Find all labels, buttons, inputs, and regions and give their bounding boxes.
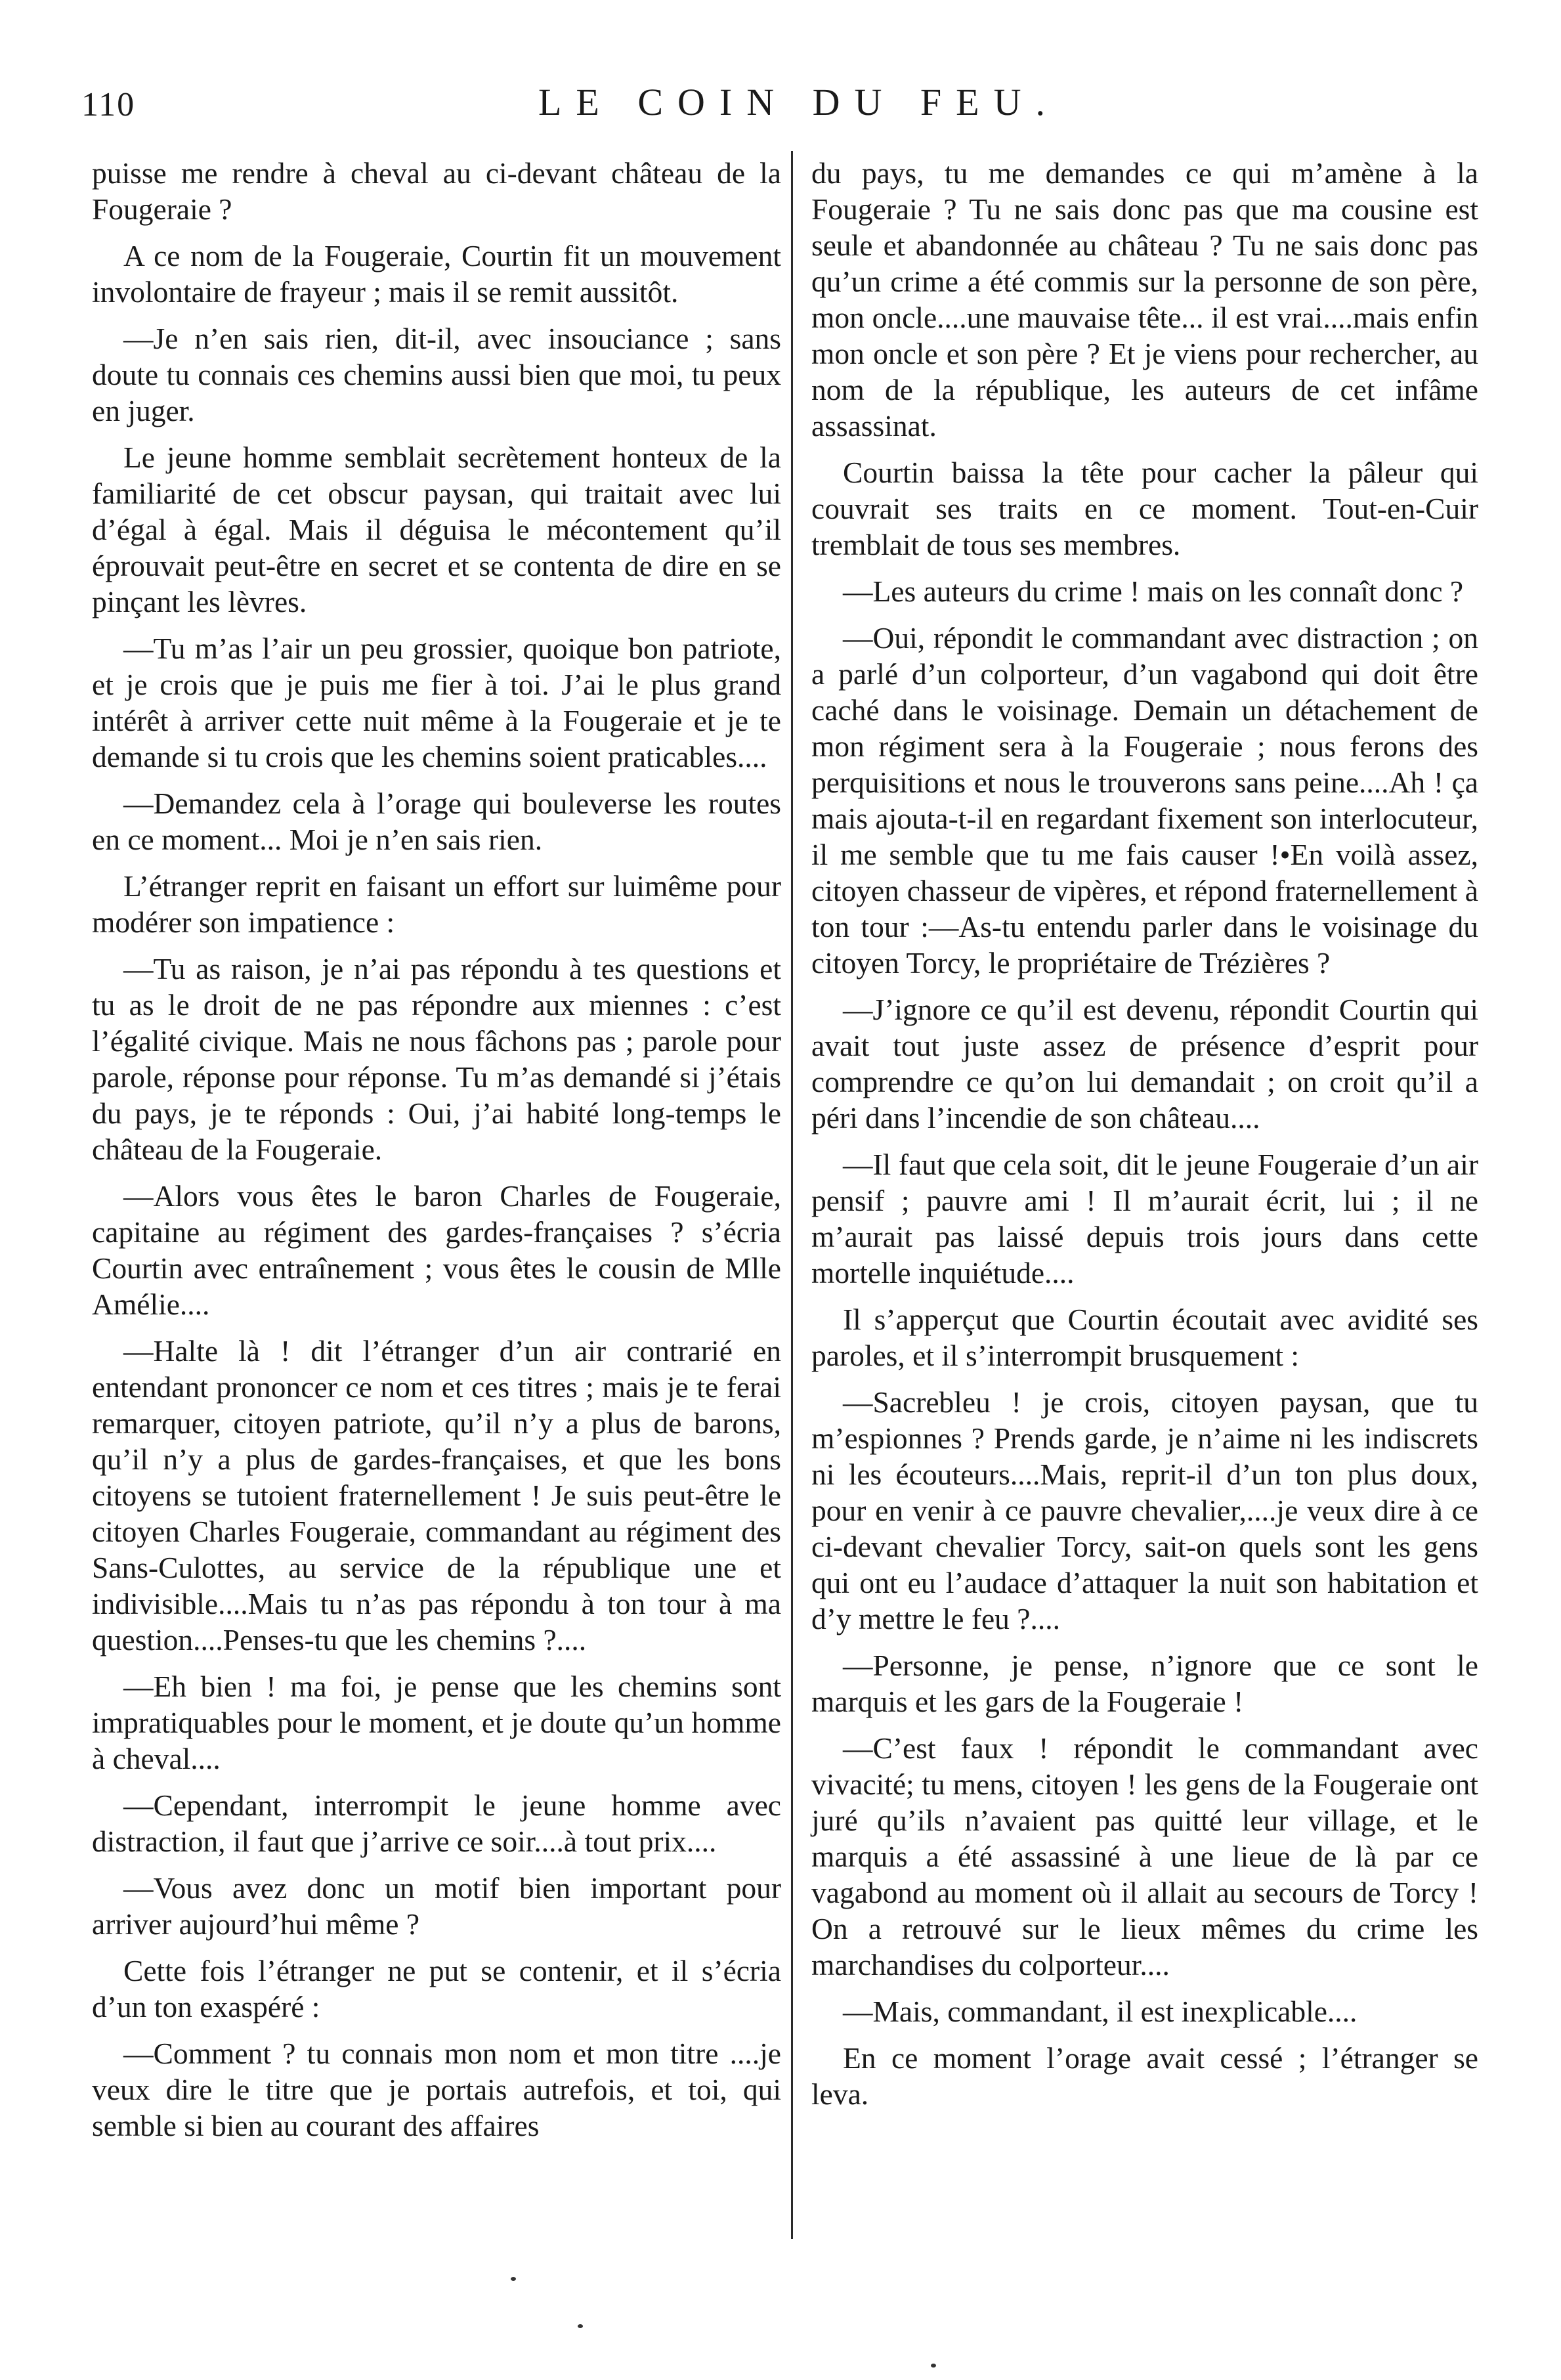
paragraph: —Halte là ! dit l’étranger d’un air contrarié en entendant prononcer ce nom et ces titres ; mais je te ferai remarquer, citoyen patriote, qu’il n’y a plus de barons, qu’il n’y a plus de gardes-françaises, et que les bons citoyens se tutoient fraternellement ! Je suis peut-être le citoyen Charles Fougeraie, commandant au régiment des Sans-Culottes, au service de la république une et indivisible....Mais tu n’as pas répondu à ton tour à ma question....Penses-tu que les chemins ?.... (92, 1334, 781, 1656)
paragraph: —Vous avez donc un motif bien important pour arriver aujourd’hui même ? (92, 1871, 781, 1941)
paragraph: —Sacrebleu ! je crois, citoyen paysan, que tu m’espionnes ? Prends garde, je n’aime ni les indiscrets ni les écouteurs....Mais, reprit-il d’un ton plus doux, pour en venir à ce pauvre chevalier,....je veux dire à ce ci-devant chevalier Torcy, sait-on quels sont les gens qui ont eu l’audace d’attaquer la nuit son habitation et d’y mettre le feu ?.... (811, 1385, 1478, 1635)
paragraph: —Oui, répondit le commandant avec distraction ; on a parlé d’un colporteur, d’un vagabond qui doit être caché dans le voisinage. Demain un détachement de mon régiment sera à la Fougeraie ; nous ferons des perquisitions et nous le trouverons sans peine....Ah ! ça mais ajouta-t-il en regardant fixement son interlocuteur, il me semble que tu me fais causer !•En voilà assez, citoyen chasseur de vipères, et répond fraternellement à ton tour :—As-tu entendu parler dans le voisinage du citoyen Torcy, le propriétaire de Trézières ? (811, 621, 1478, 980)
paragraph: —Tu m’as l’air un peu grossier, quoique bon patriote, et je crois que je puis me fier à toi. J’ai le plus grand intérêt à arriver cette nuit même à la Fougeraie et je te demande si tu crois que les chemins soient praticables.... (92, 632, 781, 773)
paragraph: Le jeune homme semblait secrètement honteux de la familiarité de cet obscur paysan, qui traitait avec lui d’égal à égal. Mais il déguisa le mécontement qu’il éprouvait peut-être en secret et se contenta de dire en se pinçant les lèvres. (92, 441, 781, 618)
right-column (811, 155, 1478, 2123)
ink-speck (578, 2324, 583, 2328)
ink-speck (511, 2277, 516, 2281)
paragraph: du pays, tu me demandes ce qui m’amène à la Fougeraie ? Tu ne sais donc pas que ma cousine est seule et abandonnée au château ? Tu ne sais donc pas qu’un crime a été commis sur la personne de son père, mon oncle....une mauvaise tête... il est vrai....mais enfin mon oncle et son père ? Et je viens pour rechercher, au nom de la république, les auteurs de cet infâme assassinat. (811, 156, 1478, 443)
paragraph: L’étranger reprit en faisant un effort sur luimême pour modérer son impatience : (92, 869, 781, 939)
paragraph: En ce moment l’orage avait cessé ; l’étranger se leva. (811, 2041, 1478, 2111)
column-divider (791, 151, 793, 2239)
paragraph: —Comment ? tu connais mon nom et mon titre ....je veux dire le titre que je portais autrefois, et toi, qui semble si bien au courant des affaires (92, 2037, 781, 2142)
paragraph: A ce nom de la Fougeraie, Courtin fit un mouvement involontaire de frayeur ; mais il se remit aussitôt. (92, 239, 781, 309)
paragraph: Cette fois l’étranger ne put se contenir, et il s’écria d’un ton exaspéré : (92, 1954, 781, 2023)
running-title: LE COIN DU FEU. (538, 81, 1059, 123)
paragraph: —Mais, commandant, il est inexplicable.... (843, 1995, 1358, 2028)
paragraph: —J’ignore ce qu’il est devenu, répondit Courtin qui avait tout juste assez de présence d’esprit pour comprendre ce qu’on lui demandait ; on croit qu’il a péri dans l’incendie de son château.... (811, 993, 1478, 1135)
paragraph: —Eh bien ! ma foi, je pense que les chemins sont impratiquables pour le moment, et je doute qu’un homme à cheval.... (92, 1670, 781, 1775)
paragraph: Il s’apperçut que Courtin écoutait avec avidité ses paroles, et il s’interrompit brusquement : (811, 1303, 1478, 1372)
paragraph: —Demandez cela à l’orage qui bouleverse les routes en ce moment... Moi je n’en sais rien. (92, 787, 781, 856)
paragraph: —Alors vous êtes le baron Charles de Fougeraie, capitaine au régiment des gardes-françaises ? s’écria Courtin avec entraînement ; vous êtes le cousin de Mlle Amélie.... (92, 1179, 781, 1321)
paragraph: puisse me rendre à cheval au ci-devant château de la Fougeraie ? (92, 156, 781, 226)
left-column (92, 155, 781, 2154)
page-number: 110 (81, 86, 136, 123)
paragraph: —Il faut que cela soit, dit le jeune Fougeraie d’un air pensif ; pauvre ami ! Il m’aurait écrit, lui ; il ne m’aurait pas laissé depuis trois jours dans cette mortelle inquiétude.... (811, 1148, 1478, 1289)
paragraph: —Tu as raison, je n’ai pas répondu à tes questions et tu as le droit de ne pas répondre aux miennes : c’est l’égalité civique. Mais ne nous fâchons pas ; parole pour parole, réponse pour réponse. Tu m’as demandé si j’étais du pays, je te réponds : Oui, j’ai habité long-temps le château de la Fougeraie. (92, 952, 781, 1166)
paragraph: —Je n’en sais rien, dit-il, avec insouciance ; sans doute tu connais ces chemins aussi bien que moi, tu peux en juger. (92, 322, 781, 427)
paragraph: —Les auteurs du crime ! mais on les connaît donc ? (843, 574, 1464, 608)
paragraph: —Personne, je pense, n’ignore que ce sont le marquis et les gars de la Fougeraie ! (811, 1649, 1478, 1718)
paragraph: —Cependant, interrompit le jeune homme avec distraction, il faut que j’arrive ce soir....à tout prix.... (92, 1788, 781, 1858)
paragraph: —C’est faux ! répondit le commandant avec vivacité; tu mens, citoyen ! les gens de la Fougeraie ont juré qu’ils n’avaient pas quitté leur village, et le marquis a été assassiné à une lieue de là par ce vagabond au moment où il allait au secours de Torcy ! On a retrouvé sur le lieux mêmes du crime les marchandises du colporteur.... (811, 1731, 1478, 1981)
ink-speck (931, 2364, 936, 2368)
paragraph: Courtin baissa la tête pour cacher la pâleur qui couvrait ses traits en ce moment. Tout-en-Cuir tremblait de tous ses membres. (811, 456, 1478, 561)
